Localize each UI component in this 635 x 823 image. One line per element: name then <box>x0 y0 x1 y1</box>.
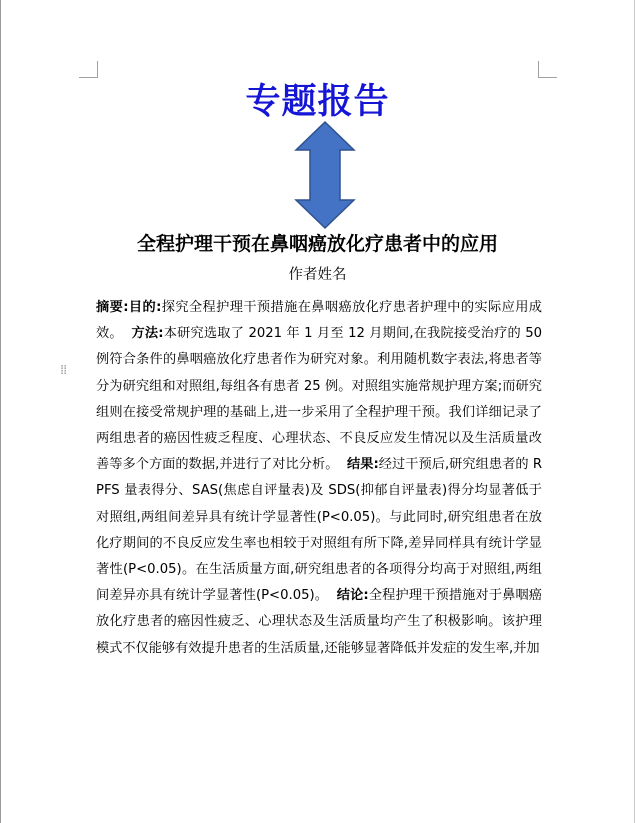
purpose-label: 目的: <box>128 300 162 315</box>
double-arrow-shape <box>296 122 354 228</box>
paper-title: 全程护理干预在鼻咽癌放化疗患者中的应用 <box>136 233 498 255</box>
conclusion-label: 结论: <box>336 588 369 604</box>
abstract-label: 摘要: <box>96 300 129 315</box>
special-report-banner[interactable]: 专题报告 <box>245 82 390 122</box>
double-arrow-icon[interactable] <box>294 120 356 230</box>
margin-corner-mark-right <box>538 61 557 78</box>
margin-corner-mark-left <box>79 61 98 78</box>
abstract-paragraph[interactable] <box>96 295 542 662</box>
author-name: 作者姓名 <box>288 267 347 283</box>
method-text: 本研究选取了 2021 年 1 月至 12 月期间,在我院接受治疗的 50 例符合条件的鼻咽癌放化疗患者作为研究对象。利用随机数字表法,将患者等分为研究组和对照组,每组各有患者 25 例。对照组实施常规护理方案;而研究组则在接受常规护理的基础上,进一步采用了全程护理干预。我们详细记录了两组患者的癌因性疲乏程度、心理状态、不良反应发生情况以及生活质量改善等多个方面的数据,并进行了对比分析。 <box>96 326 543 473</box>
purpose-text: 探究全程护理干预措施在鼻咽癌放化疗患者护理中的实际应用成效。 <box>96 300 542 342</box>
conclusion-text: 全程护理干预措施对于鼻咽癌放化疗患者的癌因性疲乏、心理状态及生活质量均产生了积极影响。该护理模式不仅能够有效提升患者的生活质量,还能够显著降低并发症的发生率,并加 <box>96 588 542 656</box>
method-label: 方法: <box>131 326 164 342</box>
paragraph-drag-handle-icon[interactable]: ⁞⁞ <box>60 363 67 378</box>
result-label: 结果: <box>346 457 379 473</box>
result-text: 经过干预后,研究组患者的 RPFS 量表得分、SAS(焦虑自评量表)及 SDS(抑郁自评量表)得分均显著低于对照组,两组间差异具有统计学显著性(P<0.05)。与此同时,研究组患者在放化疗期间的不良反应发生率也相较于对照组有所下降,差异同样具有统计学显著性(P<0.05)。在生活质量方面,研究组患者的各项得分均高于对照组,两组间差异亦具有统计学显著性(P<0.05)。 <box>96 457 542 604</box>
